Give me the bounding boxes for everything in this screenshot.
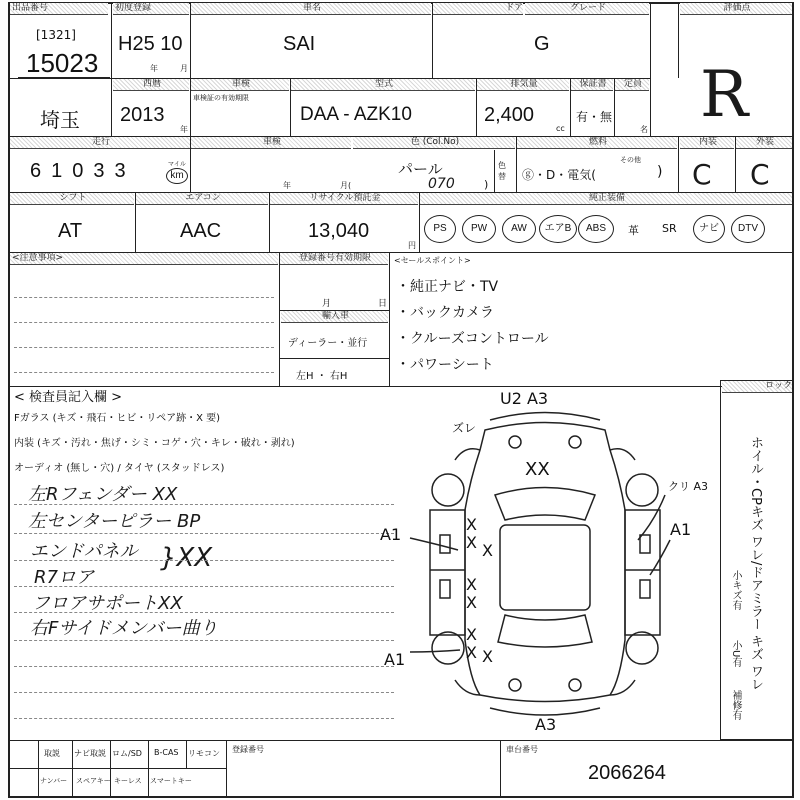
mark-rear-bottom: A3 bbox=[535, 715, 557, 734]
color-label: 色 (Col.No) bbox=[353, 137, 515, 149]
left-right-hand: 左H ・ 右H bbox=[296, 371, 348, 382]
shift-label: シフト bbox=[10, 193, 134, 205]
equip-navi: ナビ bbox=[693, 215, 725, 243]
divider bbox=[614, 78, 615, 136]
divider bbox=[678, 2, 679, 78]
door-label: ドア bbox=[433, 3, 523, 15]
color-number: 070 bbox=[428, 176, 455, 192]
sales-point: ・パワーシート bbox=[396, 357, 494, 373]
expiry-day: 日 bbox=[378, 299, 388, 309]
exhibit-label: 出品番号 bbox=[10, 3, 108, 15]
handwritten-note: R7ロア bbox=[34, 567, 94, 588]
equip-pw: PW bbox=[462, 215, 496, 243]
model-year: 2013 bbox=[120, 104, 165, 126]
divider bbox=[111, 78, 112, 136]
chassis-label: 車台番号 bbox=[506, 745, 538, 754]
inspector-line bbox=[14, 560, 394, 561]
mark-zure: ズレ bbox=[452, 421, 477, 435]
footer-item: スペアキー bbox=[76, 777, 111, 785]
fuel-other: その他 bbox=[620, 156, 641, 164]
equip-abs: ABS bbox=[578, 215, 614, 243]
footer-item: スマートキー bbox=[150, 777, 192, 785]
side-small-note: 小キズ有 bbox=[730, 570, 741, 610]
mileage-value: 61033 bbox=[30, 160, 136, 182]
cc-unit: cc bbox=[556, 124, 565, 133]
divider bbox=[476, 78, 477, 136]
displacement: 2,400 bbox=[484, 104, 535, 126]
car-name-label: 車名 bbox=[191, 3, 431, 15]
inspector-line bbox=[14, 692, 394, 693]
equip-ps: PS bbox=[424, 215, 456, 243]
sales-label: <セールスポイント> bbox=[394, 256, 471, 265]
color-change-label: 色替 bbox=[498, 161, 506, 181]
divider bbox=[494, 150, 495, 192]
handwritten-note: }XX bbox=[160, 543, 213, 573]
inspector-glass-line: Fガラス (キズ・飛石・ヒビ・リペア跡・X 要) bbox=[14, 413, 221, 424]
handwritten-note: 右Fサイドメンバー曲り bbox=[30, 618, 218, 639]
equip-leather: 革 bbox=[628, 224, 639, 237]
equipment-label: 純正装備 bbox=[420, 193, 792, 205]
divider bbox=[389, 252, 390, 386]
caution-label: <注意事項> bbox=[10, 253, 278, 265]
sales-point: ・純正ナビ・TV bbox=[396, 279, 499, 295]
divider bbox=[110, 740, 111, 798]
cross-mark: X bbox=[466, 575, 477, 594]
recycle-label: リサイクル預託金 bbox=[270, 193, 418, 205]
reg-number-label: 登録番号 bbox=[232, 745, 264, 754]
chassis-number: 2066264 bbox=[588, 762, 666, 784]
side-repair-note: 補修有 bbox=[730, 690, 741, 720]
row-divider bbox=[8, 386, 794, 387]
handwritten-note: エンドパネル bbox=[30, 541, 138, 562]
year-label: 西暦 bbox=[113, 79, 189, 91]
model-code: DAA - AZK10 bbox=[300, 104, 412, 125]
aircon-label: エアコン bbox=[136, 193, 268, 205]
inspector-line bbox=[14, 504, 394, 505]
sales-point: ・バックカメラ bbox=[396, 305, 494, 321]
row-divider bbox=[8, 740, 794, 741]
inspection-note: 車検証の有効期限 bbox=[193, 94, 249, 102]
mark-right-upper: クリ A3 bbox=[668, 480, 709, 493]
first-reg-label: 初度登録 bbox=[113, 3, 189, 15]
footer-item: リモコン bbox=[188, 749, 220, 758]
expiry-month: 月 bbox=[322, 299, 332, 309]
location: 埼玉 bbox=[40, 110, 80, 132]
equip-aw: AW bbox=[502, 215, 536, 243]
dealer-parallel: ディーラー・並行 bbox=[288, 338, 368, 349]
color-name: パール bbox=[398, 160, 443, 178]
row-divider bbox=[8, 768, 226, 769]
cross-mark: X bbox=[466, 625, 477, 644]
cross-mark: X bbox=[482, 541, 493, 560]
first-reg-year-mark: 年 bbox=[150, 64, 158, 73]
divider bbox=[190, 78, 191, 136]
lot-number: 15023 bbox=[26, 48, 99, 78]
handwritten-note: フロアサポートXX bbox=[32, 593, 183, 614]
inspection-label: 車検 bbox=[191, 79, 289, 91]
grade: G bbox=[534, 33, 550, 55]
divider bbox=[650, 2, 651, 136]
divider bbox=[432, 2, 433, 78]
inspector-line bbox=[14, 666, 394, 667]
inspector-line bbox=[14, 533, 394, 534]
divider bbox=[186, 740, 187, 768]
interior-label: 内装 bbox=[680, 137, 734, 149]
fuel-options: ⓖ・D・電気( bbox=[522, 168, 596, 182]
mark-left-a1-bottom: A1 bbox=[384, 650, 406, 669]
footer-item: キーレス bbox=[114, 777, 142, 785]
color-close-paren: ) bbox=[484, 178, 489, 191]
displacement-label: 排気量 bbox=[477, 79, 569, 91]
equip-sr: SR bbox=[662, 222, 677, 235]
mark-front-top: U2 A3 bbox=[500, 390, 549, 408]
footer-item: 取説 bbox=[44, 749, 60, 758]
unit-mile: マイル bbox=[168, 161, 186, 168]
aircon-value: AAC bbox=[180, 220, 222, 242]
warranty-label: 保証書 bbox=[571, 79, 613, 91]
recycle-value: 13,040 bbox=[308, 220, 370, 242]
divider bbox=[500, 740, 501, 798]
yen-unit: 円 bbox=[408, 241, 416, 250]
divider bbox=[269, 192, 270, 252]
score-label: 評価点 bbox=[680, 3, 792, 15]
inspector-audio-line: オーディオ (無し・穴) / タイヤ (スタッドレス) bbox=[14, 463, 225, 474]
divider bbox=[190, 136, 191, 192]
model-label: 型式 bbox=[291, 79, 475, 91]
divider bbox=[279, 252, 280, 386]
mark-left-a1: A1 bbox=[380, 525, 402, 544]
caution-line bbox=[14, 322, 274, 323]
fuel-label: 燃料 bbox=[517, 137, 677, 149]
inspector-line bbox=[14, 640, 394, 641]
fuel-close: ) bbox=[657, 164, 663, 180]
footer-item: ナンバー bbox=[40, 777, 68, 785]
cross-mark: X bbox=[466, 515, 477, 534]
footer-item: B-CAS bbox=[154, 748, 179, 757]
caution-line bbox=[14, 372, 274, 373]
inspector-interior-line: 内装 (キズ・汚れ・焦げ・シミ・コゲ・穴・キレ・破れ・剥れ) bbox=[14, 438, 295, 449]
equip-dtv: DTV bbox=[731, 215, 765, 243]
mileage-label: 走行 bbox=[10, 137, 190, 149]
inspection-label-2: 車検 bbox=[191, 137, 351, 149]
handwritten-note: 左Rフェンダー XX bbox=[28, 484, 178, 505]
handwritten-note: 左センターピラー BP bbox=[28, 511, 201, 532]
inspector-line bbox=[14, 586, 394, 587]
mark-right-a1: A1 bbox=[670, 520, 692, 539]
exterior-score: C bbox=[750, 158, 770, 191]
caution-line bbox=[14, 297, 274, 298]
capacity-mark: 名 bbox=[640, 125, 648, 134]
sales-point: ・クルーズコントロール bbox=[396, 331, 549, 347]
car-name: SAI bbox=[283, 33, 316, 55]
divider bbox=[290, 78, 291, 136]
inspection-month-mark: 月( bbox=[340, 181, 352, 190]
first-reg-month-mark: 月 bbox=[180, 64, 188, 73]
divider bbox=[38, 740, 39, 798]
shift-value: AT bbox=[58, 220, 83, 242]
interior-score: C bbox=[692, 158, 712, 191]
divider bbox=[735, 136, 736, 192]
mark-hood: XX bbox=[525, 459, 550, 480]
warranty-value: 有・無 bbox=[576, 110, 613, 124]
caution-line bbox=[14, 347, 274, 348]
inspector-title: < 検査員記入欄 > bbox=[14, 390, 123, 405]
score-value: R bbox=[700, 58, 749, 132]
divider bbox=[419, 192, 420, 252]
divider bbox=[111, 2, 112, 78]
capacity-label: 定員 bbox=[615, 79, 649, 91]
divider bbox=[516, 136, 517, 192]
divider bbox=[678, 136, 679, 192]
divider bbox=[226, 740, 227, 798]
divider bbox=[72, 740, 73, 798]
grade-label: グレード bbox=[525, 3, 649, 15]
inspection-year-mark: 年 bbox=[283, 181, 291, 190]
divider bbox=[190, 2, 191, 78]
footer-item: ロム/SD bbox=[112, 749, 142, 758]
cross-mark: X bbox=[466, 593, 477, 612]
side-small-note-2: 小U有 bbox=[730, 640, 741, 668]
cross-mark: X bbox=[466, 533, 477, 552]
exterior-label: 外装 bbox=[736, 137, 792, 149]
divider bbox=[135, 192, 136, 252]
side-vertical-text: ホイル・CPキズ ワレ/ドアミラー キズ ワレ bbox=[748, 436, 763, 691]
model-year-mark: 年 bbox=[180, 125, 188, 134]
lot-prefix: [1321] bbox=[36, 28, 76, 42]
side-label: ロック bbox=[722, 381, 792, 393]
inspector-line bbox=[14, 718, 394, 719]
divider bbox=[570, 78, 571, 136]
cross-mark: X bbox=[466, 643, 477, 662]
cross-mark: X bbox=[482, 647, 493, 666]
divider bbox=[148, 740, 149, 798]
unit-km: km bbox=[166, 168, 188, 184]
car-damage-diagram bbox=[370, 390, 720, 740]
row-divider bbox=[279, 358, 389, 359]
expiry-label: 登録番号有効期限 bbox=[280, 253, 388, 265]
footer-item: ナビ取説 bbox=[74, 749, 106, 758]
import-label: 輸入車 bbox=[281, 311, 388, 323]
inspector-line bbox=[14, 612, 394, 613]
equip-airbag: エアB bbox=[539, 215, 577, 243]
first-reg-value: H25 10 bbox=[118, 33, 183, 55]
